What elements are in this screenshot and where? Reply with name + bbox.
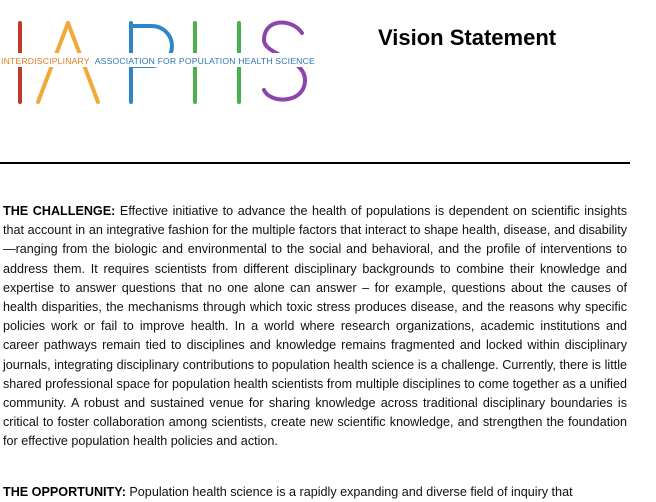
- logo-tagline-interdisciplinary: INTERDISCIPLINARY: [1, 56, 90, 66]
- challenge-paragraph: [3, 202, 627, 452]
- logo-tagline-association: ASSOCIATION FOR POPULATION HEALTH SCIENCE: [94, 56, 315, 66]
- iaphs-logo-graphic: [0, 0, 320, 110]
- page-title: Vision Statement: [378, 25, 557, 50]
- logo-tagline: [1, 56, 315, 66]
- iaphs-logo: [0, 0, 320, 110]
- opportunity-paragraph: [3, 483, 627, 502]
- opportunity-heading: THE OPPORTUNITY:: [3, 485, 126, 499]
- challenge-body: Effective initiative to advance the health of populations is dependent on scientific insights that account in an integrative fashion for the multiple factors that interact to shape health, disease, and disability—ranging from the biologic and environmental to the social and behavioral, and the profile of interventions to address them. It requires scientists from different disciplinary backgrounds to combine their knowledge and expertise to answer questions that no one alone can answer – for example, questions about the causes of health disparities, the mechanisms through which toxic stress produces disease, and the reasons why specific policies work or fail to improve health. In a world where research organizations, academic institutions and career pathways remain tied to disciplines and knowledge remains fragmented and locked within disciplinary journals, integrating disciplinary contributions to population health science is a challenge. Currently, there is little shared professional space for population health scientists from multiple disciplines to come together as a unified community. A robust and sustained venue for sharing knowledge across traditional disciplinary boundaries is critical to foster collaboration among scientists, create new scientific knowledge, and strengthen the foundation for effective population health policies and action.: [3, 204, 627, 449]
- header-divider: [0, 162, 630, 164]
- challenge-heading: THE CHALLENGE:: [3, 204, 116, 218]
- opportunity-body: Population health science is a rapidly expanding and diverse field of inquiry that: [129, 485, 573, 499]
